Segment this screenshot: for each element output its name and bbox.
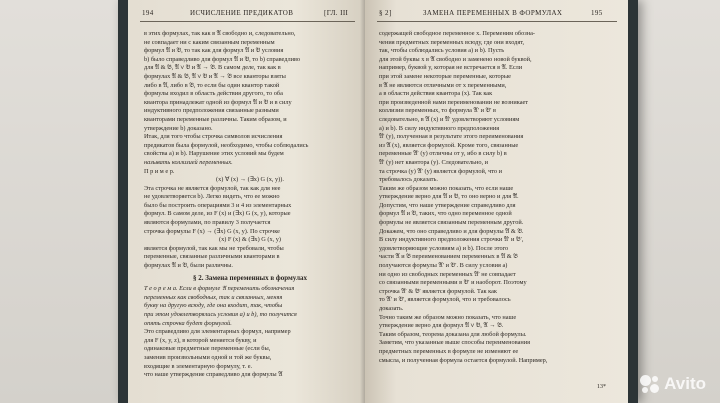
text-line: переменные 𝔄′ (y) отличны от y, ибо в силу b) в (379, 150, 507, 158)
text-line: формулах 𝔄 и 𝔅, были различны. (144, 262, 233, 270)
left-running-head: ИСЧИСЛЕНИЕ ПРЕДИКАТОВ (190, 9, 294, 17)
text-line: формулы не является связанным переменным другой. (379, 219, 524, 227)
text-line: чения предметных переменных всюду, где они входят, (379, 38, 525, 46)
right-page (365, 0, 628, 403)
text-line: содержащей свободное переменное x. Переменим обозна- (379, 30, 535, 37)
left-chapter-ref: [ГЛ. III (324, 9, 349, 17)
text-line: a) и b). В силу индуктивного предположения (379, 124, 500, 132)
text-line: Докажем, что оно справедливо и для формулы 𝔄 & 𝔅. (379, 227, 524, 235)
text-line: например, буквой y, которая не встречается в 𝔄. Если (379, 64, 523, 72)
text-line: для этой буквы x в 𝔄 свободно и заменено новой буквой, (379, 55, 532, 63)
text-line: утверждение b) доказано. (144, 124, 213, 132)
text-line: получаются формулы 𝔄′ и 𝔅′. В силу условия a) (379, 262, 508, 270)
text-line: Допустим, что наше утверждение справедливо для (379, 201, 516, 209)
text-line: при этом удовлетворялись условия a) и b), то получится (144, 311, 297, 318)
text-line: ни одно из свободных переменных 𝔄′ не совпадает (379, 270, 516, 278)
text-line: требовалось доказать. (379, 176, 438, 184)
text-line: со связанными переменными в 𝔅′ и наоборот. Поэтому (379, 279, 527, 287)
text-line: формул 𝔄 и 𝔅, таких, что одно переменное одной (379, 210, 512, 218)
text-line: из 𝔄 (x), является формулой. Кроме того, связанные (379, 141, 519, 149)
text-line: (x) F (x) & (∃x) G (x, y) (218, 236, 282, 244)
avito-watermark-text: Avito (664, 374, 706, 393)
text-line: формул 𝔄 и 𝔅, то так как для формул 𝔄 и 𝔅 условия (144, 47, 284, 55)
text-line: называть коллизией переменных. (144, 158, 233, 166)
text-line: Таким образом, теорема доказана для любой формулы. (379, 330, 527, 338)
text-line: коллизии переменных, то формула 𝔄′ и 𝔅′ в (379, 107, 496, 115)
text-line: утверждение верно для 𝔄 и 𝔅, то оно верно и для 𝔄̄. (379, 193, 519, 201)
text-line: так, чтобы соблюдались условия a) и b). Пусть (379, 47, 505, 55)
text-line: § 2. Замена переменных в формулах (192, 273, 308, 282)
text-line: букву на другую всюду, где она входит, так, чтобы (144, 302, 283, 310)
text-line: П р и м е р. (144, 167, 175, 175)
text-line: Точно таким же образом можно показать, что наше (379, 313, 517, 321)
text-line: Итак, для того чтобы строчка символов исчисления (144, 133, 283, 141)
text-line: смысла, и полученная формула остается формулой. Например, (379, 356, 548, 364)
text-line: одинаковые предметные переменные (если бы, (144, 345, 271, 353)
text-line: строчка 𝔄′ & 𝔅′ является формулой. Так как (379, 287, 497, 295)
right-running-head: ЗАМЕНА ПЕРЕМЕННЫХ В ФОРМУЛАХ (423, 9, 563, 17)
right-header-rule (377, 21, 617, 22)
left-page-number: 194 (142, 9, 154, 17)
text-line: что наше утверждение справедливо для формулы 𝔄 (144, 371, 283, 379)
avito-watermark (640, 374, 706, 394)
text-line: строчка формулы F (x) → (∃x) G (x, y). По строчке (144, 227, 280, 235)
text-line: заменив произвольными одной и той же буквы, (144, 353, 272, 361)
left-page-text (144, 30, 356, 380)
text-line: 𝔄′ (y), полученная в результате этого переименования (379, 133, 524, 141)
text-line: кванторами переменные различны. Таким образом, и (144, 115, 287, 123)
text-line: являются формулами, по правилу 3 получается (144, 219, 271, 227)
text-line: входящие в элементарную формулу, т. е. (144, 362, 253, 370)
text-line: (x) ∀ (x) → (∃x) G (x, y)). (216, 176, 284, 184)
right-footer-mark: 13* (597, 384, 606, 390)
text-line: при произведенной нами переименовании не возникает (379, 98, 529, 106)
text-line: предикатов была формулой, необходимо, чтобы соблюдались (144, 141, 309, 149)
text-line: то 𝔄′ и 𝔅′, является формулой, что и требовалось (379, 296, 511, 304)
text-line: b) было справедливо для формул 𝔄 и 𝔅, то b) справедливо (144, 55, 301, 63)
text-line: В силу индуктивного предположения строчки 𝔄′ и 𝔅′, (379, 236, 524, 244)
text-line: переменные, связанные различными кванторами в (144, 253, 280, 261)
right-page-text (379, 30, 621, 365)
text-line: та строчка (y) 𝔄′ (y) является формулой, что и (379, 167, 503, 175)
text-line: при этой замене некоторые переменные, которые (379, 72, 511, 80)
text-line: Заметим, что указанные выше способы переименования (379, 339, 531, 347)
text-line: индуктивного предположения связанные разными (144, 107, 279, 115)
text-line: а в области действия квантора (x). Так как (379, 90, 493, 98)
text-line: в этих формулах, так как в 𝔄 свободно и, следовательно, (144, 30, 296, 37)
text-line: утверждение верно для формул 𝔄 ∨ 𝔅, 𝔄 → 𝔅. (379, 322, 504, 330)
text-line: формулы входил в область действия другого, то оба (144, 90, 283, 98)
right-page-number: 195 (591, 9, 603, 17)
text-line: опять строчка будет формулой. (144, 319, 232, 327)
text-line: является формулой, так как мы не требовали, чтобы (144, 244, 284, 252)
text-line: переменных как свободных, так и связанных, меняя (144, 293, 283, 301)
text-line: было бы построить операциями 3 и 4 из элементарных (144, 201, 292, 209)
right-section-ref: § 2] (379, 9, 392, 17)
text-line: в 𝔄 не являются отличными от x переменными, (379, 81, 507, 89)
text-line: квантора принадлежат одной из формул 𝔄 и 𝔅 и в силу (144, 98, 292, 106)
text-line: для 𝔄 & 𝔅, 𝔄 ∨ 𝔅 и 𝔄 → 𝔅. В самом деле, так как в (144, 64, 281, 72)
text-line: не удовлетворяется b). Легко видеть, что ее можно (144, 193, 280, 201)
text-line: доказать. (379, 305, 404, 312)
text-line: части 𝔄 и 𝔅 переименованием переменных в 𝔄 & 𝔅 (379, 253, 518, 261)
text-line: Это справедливо для элементарных формул, например (144, 328, 291, 336)
text-line: Эта строчка не является формулой, так как для нее (144, 184, 281, 192)
text-line: формул. В самом деле, из F (x) и (∃x) G (x, y), которые (144, 210, 291, 218)
left-page (128, 0, 365, 403)
text-line: формулах 𝔄 & 𝔅, 𝔄 ∨ 𝔅 и 𝔄 → 𝔅 все кванторы взяты (144, 72, 286, 80)
text-line: Таким же образом можно показать, что если наше (379, 184, 514, 192)
text-line: удовлетворяющие условиям a) и b). После этого (379, 244, 509, 252)
text-line: Т е о р е м а. Если в формуле 𝔄 переменить обозначения (144, 285, 295, 293)
text-line: для F (x, y, z), в которой меняется букву, и (144, 336, 257, 344)
text-line: свойства a) и b). Нарушение этих условий мы будем (144, 150, 284, 158)
avito-logo-icon (640, 374, 660, 394)
text-line: не совпадает ни с каким связанным переменным (144, 38, 275, 46)
left-header-rule (140, 21, 355, 22)
text-line: следовательно, в 𝔄 (x) и 𝔄′ удовлетворяют условиям (379, 115, 520, 123)
text-line: 𝔄′ (y) нет квантора (y). Следовательно, и (379, 158, 488, 166)
text-line: предметных переменных в формуле не изменяют ее (379, 347, 519, 355)
text-line: либо в 𝔄, либо в 𝔅, то если бы один квантор такой (144, 81, 280, 89)
